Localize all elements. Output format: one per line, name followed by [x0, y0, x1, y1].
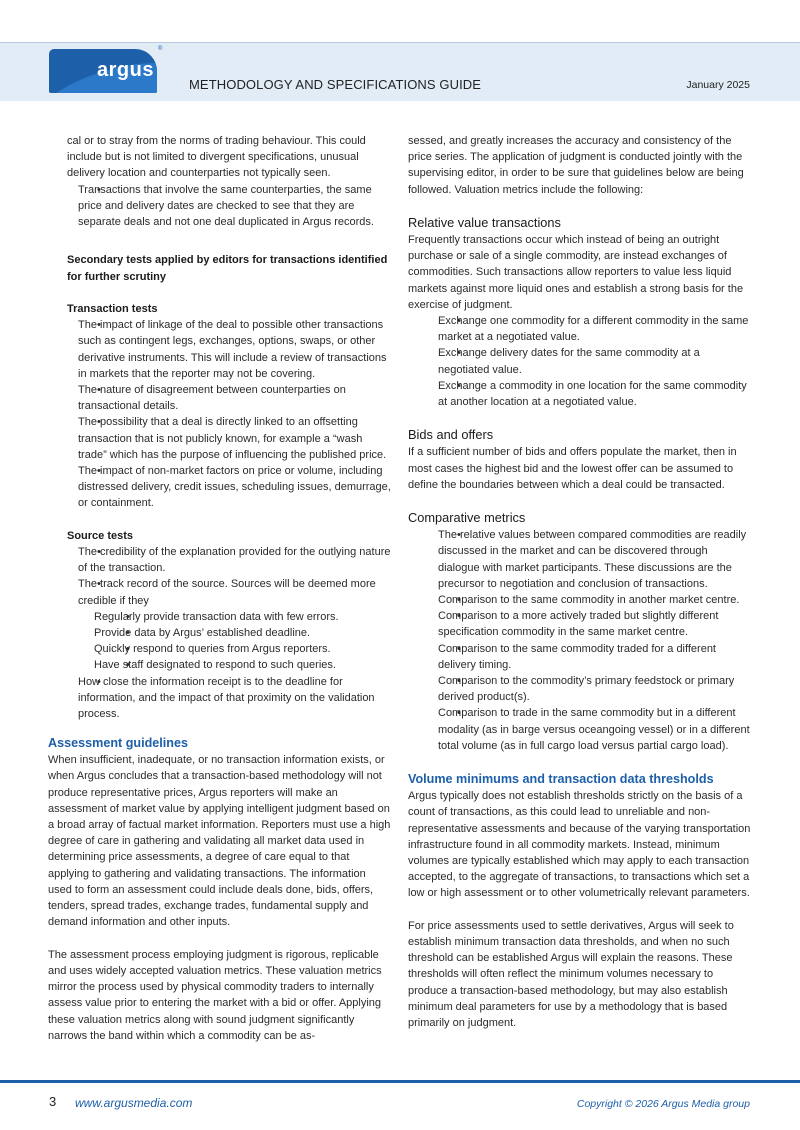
list-item: • Comparison to the same commodity traded for a different delivery timing.: [438, 641, 752, 673]
list-item: • Regularly provide transaction data with few errors.: [94, 609, 392, 625]
bids-offers-paragraph: If a sufficient number of bids and offers populate the market, then in most cases the highest bid and the lowest offer can be assumed to define the boundaries between which a deal could be transacted.: [408, 446, 737, 491]
source-tests-heading: Source tests: [67, 529, 134, 542]
publication-date: January 2025: [686, 79, 750, 91]
logo-text: argus: [97, 59, 154, 81]
list-item: • The impact of linkage of the deal to possible other transactions such as contingent legs, exchanges, options, swaps, or other derivative instruments. This will include a review of transactions in markets that the reporter may not be covering.: [78, 317, 392, 382]
list-item: • Transactions that involve the same counterparties, the same price and delivery dates are checked to see that they are separate deals and not one deal duplicated in Argus records.: [78, 182, 392, 231]
list-item: • Exchange one commodity for a different commodity in the same market at a negotiated value.: [438, 313, 752, 345]
source-sublist: [48, 609, 392, 674]
list-item: • The relative values between compared commodities are readily discussed in the market and can be discovered through dialogue with market participants. These discussions are the precursor to negotiation and conclusion of transactions.: [438, 527, 752, 592]
transaction-tests-heading: Transaction tests: [67, 303, 158, 315]
comparative-metrics-list: [408, 527, 752, 754]
assessment-continuation: sessed, and greatly increases the accuracy and consistency of the price series. The application of judgment is conducted jointly with the supervising editor, in order to be sure that guidelines below are being followed. Valuation metrics include the following:: [408, 135, 744, 196]
list-item: • How close the information receipt is to the deadline for information, and the impact of that proximity on the validation process.: [78, 674, 392, 723]
argus-logo[interactable]: [49, 49, 157, 93]
source-tests-list-end: [48, 674, 392, 723]
assessment-paragraph-1: When insufficient, inadequate, or no transaction information exists, or when Argus concludes that a transaction-based methodology will not produce representative prices, Argus reporters will make an assessment of market value by applying intelligent judgment based on a broad array of factual market information. Reporters must use a high degree of care in gathering and validating all market data used in determining price assessments, a degree of care equal to that applying to gathering and validating transactions. The information used to form an assessment could include deals done, bids, offers, tenders, spread trades, exchange trades, fundamental supply and demand information and other inputs.: [48, 754, 391, 929]
comparative-metrics-heading: Comparative metrics: [408, 510, 526, 526]
list-item: • Have staff designated to respond to such queries.: [94, 657, 392, 673]
list-item: • Comparison to the same commodity in another market centre.: [438, 592, 752, 608]
relative-value-paragraph: Frequently transactions occur which instead of being an outright purchase or sale of a single commodity, are instead exchanges of commodities. Such transactions allow reporters to value less liquid markets against more liquid ones and establish a strong basis for the exercise of judgment.: [408, 234, 744, 311]
volume-paragraph-2: For price assessments used to settle derivatives, Argus will seek to establish minimum transaction data thresholds, and when no such threshold can be established Argus will explain the reasons. These thresholds will often reflect the minimum volumes necessary to produce a transaction-based methodology, but may also establish minimum deal parameters for use by a methodology that is based primarily on judgment.: [408, 919, 734, 1030]
list-item: • Exchange delivery dates for the same commodity at a negotiated value.: [438, 345, 752, 377]
page-number: 3: [49, 1094, 57, 1109]
list-item: • The credibility of the explanation provided for the outlying nature of the transaction.: [78, 544, 392, 576]
list-item: • The possibility that a deal is directly linked to an offsetting transaction that is not publicly known, for example a “wash trade” which has the purpose of influencing the published price.: [78, 414, 392, 463]
list-item: • Provide data by Argus’ established deadline.: [94, 625, 392, 641]
copyright-notice: Copyright © 2026 Argus Media group: [576, 1098, 750, 1110]
list-item: • Comparison to the commodity’s primary feedstock or primary derived product(s).: [438, 673, 752, 705]
volume-minimums-heading: Volume minimums and transaction data thresholds: [408, 772, 714, 787]
list-item: • Exchange a commodity in one location for the same commodity at another location at a negotiated value.: [438, 378, 752, 410]
guide-title: METHODOLOGY AND SPECIFICATIONS GUIDE: [189, 77, 482, 92]
source-tests-list: [48, 544, 392, 609]
website-link[interactable]: www.argusmedia.com: [75, 1096, 193, 1110]
registered-mark: ®: [158, 46, 163, 52]
list-item: • Quickly respond to queries from Argus reporters.: [94, 641, 392, 657]
footer-rule: [0, 1080, 800, 1083]
right-column: [408, 133, 752, 1031]
list-item: • Comparison to trade in the same commodity but in a different modality (as in barge versus oceangoing vessel) or in a different total volume (as in full cargo load versus partial cargo load).: [438, 705, 752, 754]
left-column: [48, 133, 392, 1044]
volume-paragraph-1: Argus typically does not establish thresholds strictly on the basis of a count of transactions, as this could lead to unreliable and non-representative assessments and because of the varying transportation infrastructure found in all commodity markets. Instead, minimum volumes are typically established which may apply to each transaction accepted, to the aggregate of transactions, to transactions which set a low or high assessment or to other volumetrically relevant parameters.: [408, 790, 751, 900]
relative-value-list: [408, 313, 752, 410]
list-item: • The track record of the source. Sources will be deemed more credible if they: [78, 576, 392, 608]
list-item: • Comparison to a more actively traded but slightly different specification commodity in the same market centre.: [438, 608, 752, 640]
bids-offers-heading: Bids and offers: [408, 427, 494, 443]
secondary-tests-heading: Secondary tests applied by editors for transactions identified for further scrutiny: [67, 254, 388, 283]
assessment-guidelines-heading: Assessment guidelines: [48, 736, 188, 751]
transaction-tests-list: [48, 317, 392, 511]
list-item: • The impact of non-market factors on price or volume, including distressed delivery, credit issues, scheduling issues, demurrage, or containment.: [78, 463, 392, 512]
intro-continuation: cal or to stray from the norms of trading behaviour. This could include but is not limited to divergent specifications, unusual delivery location and counterparties not typically seen.: [67, 135, 366, 180]
relative-value-heading: Relative value transactions: [408, 215, 561, 230]
intro-list: [48, 182, 392, 231]
list-item: • The nature of disagreement between counterparties on transactional details.: [78, 382, 392, 414]
assessment-paragraph-2: The assessment process employing judgment is rigorous, replicable and uses widely accepted valuation metrics. These valuation metrics mirror the process used by physical commodity traders to internally assess value prior to entering the market with a bid or offer. Applying these valuation metrics along with sound judgment significantly narrows the band within which a commodity can be as-: [48, 948, 382, 1042]
